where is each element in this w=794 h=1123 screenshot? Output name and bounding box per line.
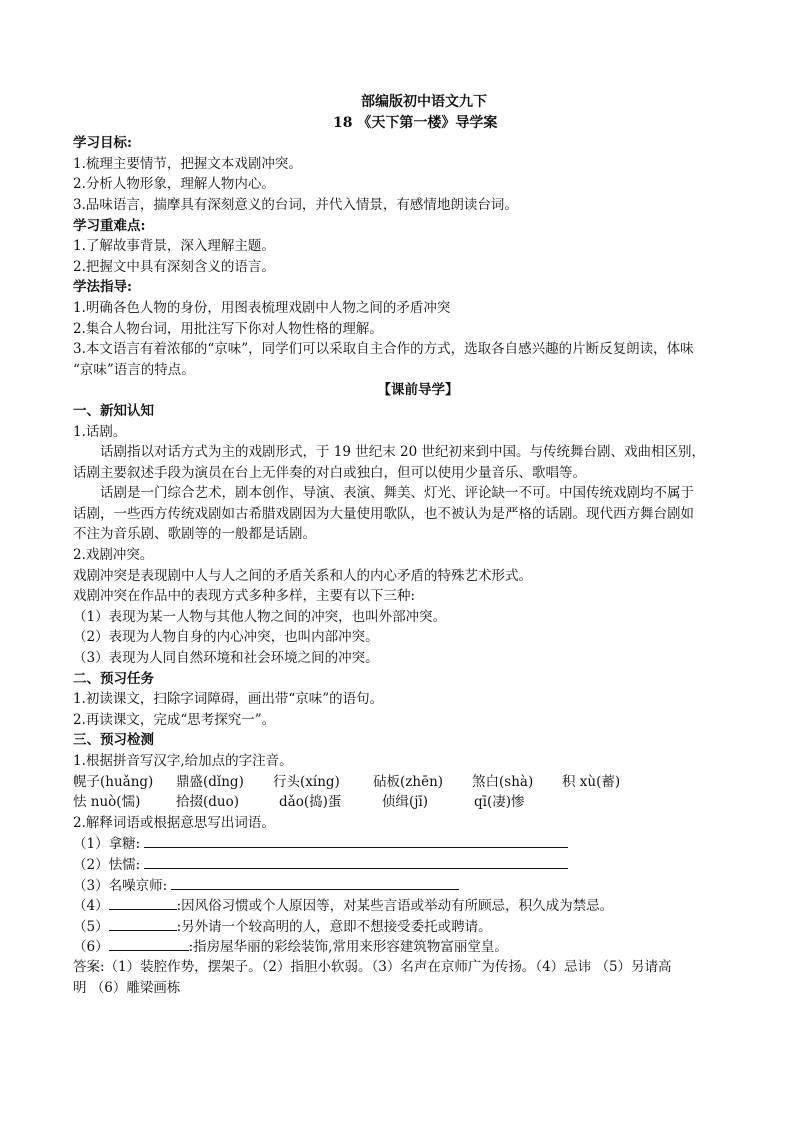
pinyin-item: 怯 nuò(懦) <box>73 794 141 811</box>
key-point-item: 1.了解故事背景，深入理解主题。 <box>73 238 275 255</box>
fill-line <box>73 854 723 875</box>
answer-blank[interactable] <box>109 916 177 931</box>
pinyin-row <box>73 792 723 813</box>
definition-line <box>73 916 723 937</box>
section-title: 【课前导学】 <box>377 382 459 399</box>
fill-label: （2）怯懦: <box>73 856 141 873</box>
pinyin-item: 侦缉(jī) <box>382 794 429 811</box>
goal-item: 2.分析人物形象，理解人物内心。 <box>73 176 275 193</box>
answer-blank[interactable] <box>144 854 568 869</box>
answer-line: 明 （6）雕梁画栋 <box>73 979 181 996</box>
answer-blank[interactable] <box>144 833 568 848</box>
answer-blank[interactable] <box>171 875 459 890</box>
paragraph-line: 话剧是一门综合艺术，剧本创作、导演、表演、舞美、灯光、评论缺一不可。中国传统戏剧均不属于 <box>100 485 694 502</box>
definition-text: :因风俗习惯或个人原因等，对某些言语或举动有所顾忌，积久成为禁忌。 <box>176 898 614 915</box>
pinyin-item: 砧板(zhēn) <box>373 773 444 790</box>
paragraph-line: 话剧，一些西方传统戏剧如古希腊戏剧因为大量使用歌队，也不被认为是严格的话剧。现代西方舞台剧如 <box>73 505 694 522</box>
part3-heading: 三、预习检测 <box>73 732 154 749</box>
question-1: 1.根据拼音写汉字,给加点的字注音。 <box>73 753 293 769</box>
answer-blank[interactable] <box>109 895 177 910</box>
paragraph-line: 戏剧冲突是表现剧中人与人之间的矛盾关系和人的内心矛盾的特殊艺术形式。 <box>73 567 532 584</box>
part1-sub2: 2.戏剧冲突。 <box>73 547 154 564</box>
course-title: 部编版初中语文九下 <box>361 94 487 110</box>
method-item: 2.集合人物台词，用批注写下你对人物性格的理解。 <box>73 320 383 337</box>
method-item: 3.本文语言有着浓郁的“京味”，同学们可以采取自主合作的方式，选取各自感兴趣的片断反复朗读，体味 <box>73 341 694 358</box>
question-2: 2.解释词语或根据意思写出词语。 <box>73 814 275 831</box>
definition-number: （5） <box>73 918 109 935</box>
definition-line <box>73 936 723 957</box>
paragraph-line: 戏剧冲突在作品中的表现方式多种多样，主要有以下三种: <box>73 588 416 605</box>
part2-heading: 二、预习任务 <box>73 670 154 687</box>
key-point-item: 2.把握文中具有深刻含义的语言。 <box>73 258 275 275</box>
goal-item: 1.梳理主要情节，把握文本戏剧冲突。 <box>73 155 302 172</box>
pinyin-item: qī(凄)惨 <box>474 794 525 811</box>
list-item: （1）表现为某一人物与其他人物之间的冲突，也叫外部冲突。 <box>73 608 447 625</box>
paragraph-line: 不注为音乐剧、歌剧等的一般都是话剧。 <box>73 526 316 543</box>
pinyin-item: 拾掇(duo) <box>176 794 239 811</box>
part1-heading: 一、新知认知 <box>73 402 154 419</box>
fill-label: （3）名噪京师: <box>73 877 168 894</box>
part1-sub1: 1.话剧。 <box>73 423 127 440</box>
pinyin-item: 行头(xíng) <box>273 773 340 790</box>
fill-line <box>73 833 723 854</box>
method-item: “京味”语言的特点。 <box>73 361 195 378</box>
task-item: 1.初读课文，扫除字词障碍，画出带“京味”的语句。 <box>73 691 384 708</box>
lesson-title: 18 《天下第一楼》导学案 <box>333 114 498 131</box>
definition-text: :指房屋华丽的彩绘装饰,常用来形容建筑物富丽堂皇。 <box>188 939 508 956</box>
definition-number: （4） <box>73 898 109 915</box>
paragraph-line: 话剧指以对话方式为主的戏剧形式，于 19 世纪末 20 世纪初来到中国。与传统舞台剧、戏曲相区别， <box>100 444 706 461</box>
methods-heading: 学法指导: <box>73 279 132 296</box>
task-item: 2.再读课文，完成“思考探究一”。 <box>73 711 276 728</box>
paragraph-line: 话剧主要叙述手段为演员在台上无伴奏的对白或独白，但可以使用少量音乐、歌唱等。 <box>73 464 586 481</box>
goal-item: 3.品味语言，揣摩具有深刻意义的台词，并代入情景，有感情地朗读台词。 <box>73 196 518 213</box>
method-item: 1.明确各色人物的身份，用图表梳理戏剧中人物之间的矛盾冲突 <box>73 299 451 316</box>
answer-line: 答案:（1）装腔作势，摆架子。（2）指胆小软弱。（3）名声在京师广为传扬。（4）忌讳 （5）另请高 <box>73 958 672 975</box>
document-page <box>73 92 723 998</box>
goals-heading: 学习目标: <box>73 135 132 152</box>
pinyin-item: dǎo(捣)蛋 <box>279 794 342 811</box>
pinyin-item: 积 xù(蓄) <box>562 773 621 790</box>
definition-line <box>73 895 723 916</box>
answer-blank[interactable] <box>109 936 189 951</box>
list-item: （2）表现为人物自身的内心冲突，也叫内部冲突。 <box>73 629 379 646</box>
fill-line <box>73 875 723 896</box>
definition-text: :另外请一个较高明的人，意即不想接受委托或聘请。 <box>176 918 492 935</box>
fill-label: （1）拿糖: <box>73 836 141 853</box>
definition-number: （6） <box>73 939 109 956</box>
list-item: （3）表现为人同自然环境和社会环境之间的冲突。 <box>73 650 379 667</box>
pinyin-item: 煞白(shà) <box>472 773 534 790</box>
key-points-heading: 学习重难点: <box>73 217 146 234</box>
pinyin-item: 幌子(huǎng) <box>73 773 154 790</box>
pinyin-item: 鼎盛(dǐng) <box>176 773 244 790</box>
pinyin-row <box>73 772 723 793</box>
